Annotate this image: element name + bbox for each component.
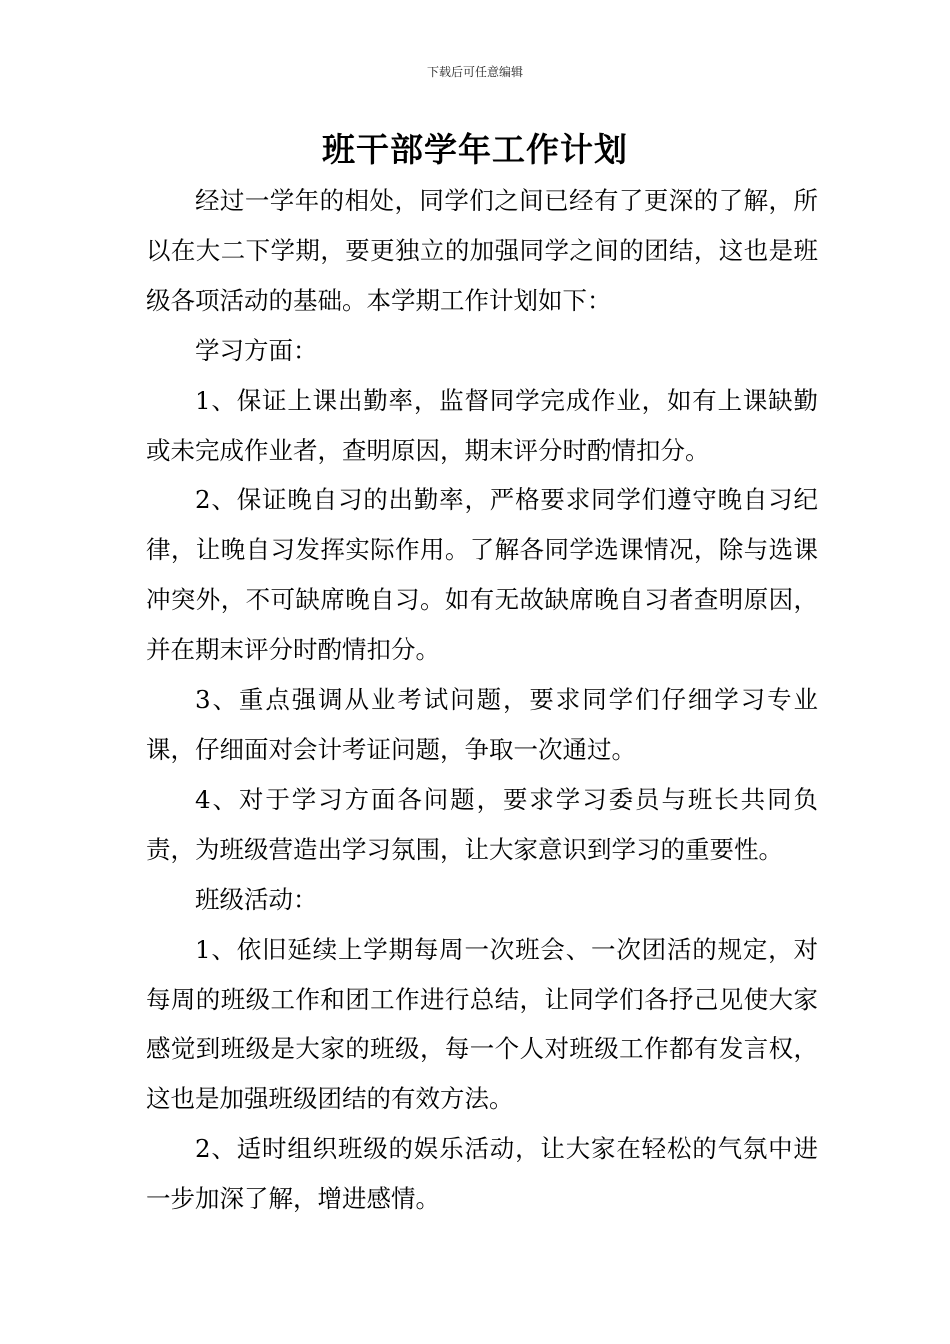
header-note: 下载后可任意编辑 [426, 65, 523, 79]
paragraph-study-2: 2、保证晚自习的出勤率，严格要求同学们遵守晚自习纪律，让晚自习发挥实际作用。了解各同学选课情况，除与选课冲突外，不可缺席晚自习。如有无故缺席晚自习者查明原因，并在期末评分时酌情扣分。 [146, 485, 818, 665]
document-body [146, 176, 818, 1224]
paragraph-study-4: 4、对于学习方面各问题，要求学习委员与班长共同负责，为班级营造出学习氛围，让大家意识到学习的重要性。 [146, 784, 818, 864]
paragraph-intro: 经过一学年的相处，同学们之间已经有了更深的了解，所以在大二下学期，要更独立的加强同学之间的团结，这也是班级各项活动的基础。本学期工作计划如下： [146, 186, 818, 315]
paragraph-activities-1: 1、依旧延续上学期每周一次班会、一次团活的规定，对每周的班级工作和团工作进行总结，让同学们各抒己见使大家感觉到班级是大家的班级，每一个人对班级工作都有发言权，这也是加强班级团结的有效方法。 [146, 934, 818, 1114]
section-heading-activities: 班级活动： [195, 884, 318, 914]
section-heading-study: 学习方面： [195, 335, 318, 365]
paragraph-study-1: 1、保证上课出勤率，监督同学完成作业，如有上课缺勤或未完成作业者，查明原因，期末评分时酌情扣分。 [146, 385, 818, 465]
paragraph-activities-2: 2、适时组织班级的娱乐活动，让大家在轻松的气氛中进一步加深了解，增进感情。 [146, 1134, 818, 1214]
document-title: 班干部学年工作计划 [322, 130, 628, 169]
paragraph-study-3: 3、重点强调从业考试问题，要求同学们仔细学习专业课，仔细面对会计考证问题，争取一次通过。 [146, 685, 818, 764]
